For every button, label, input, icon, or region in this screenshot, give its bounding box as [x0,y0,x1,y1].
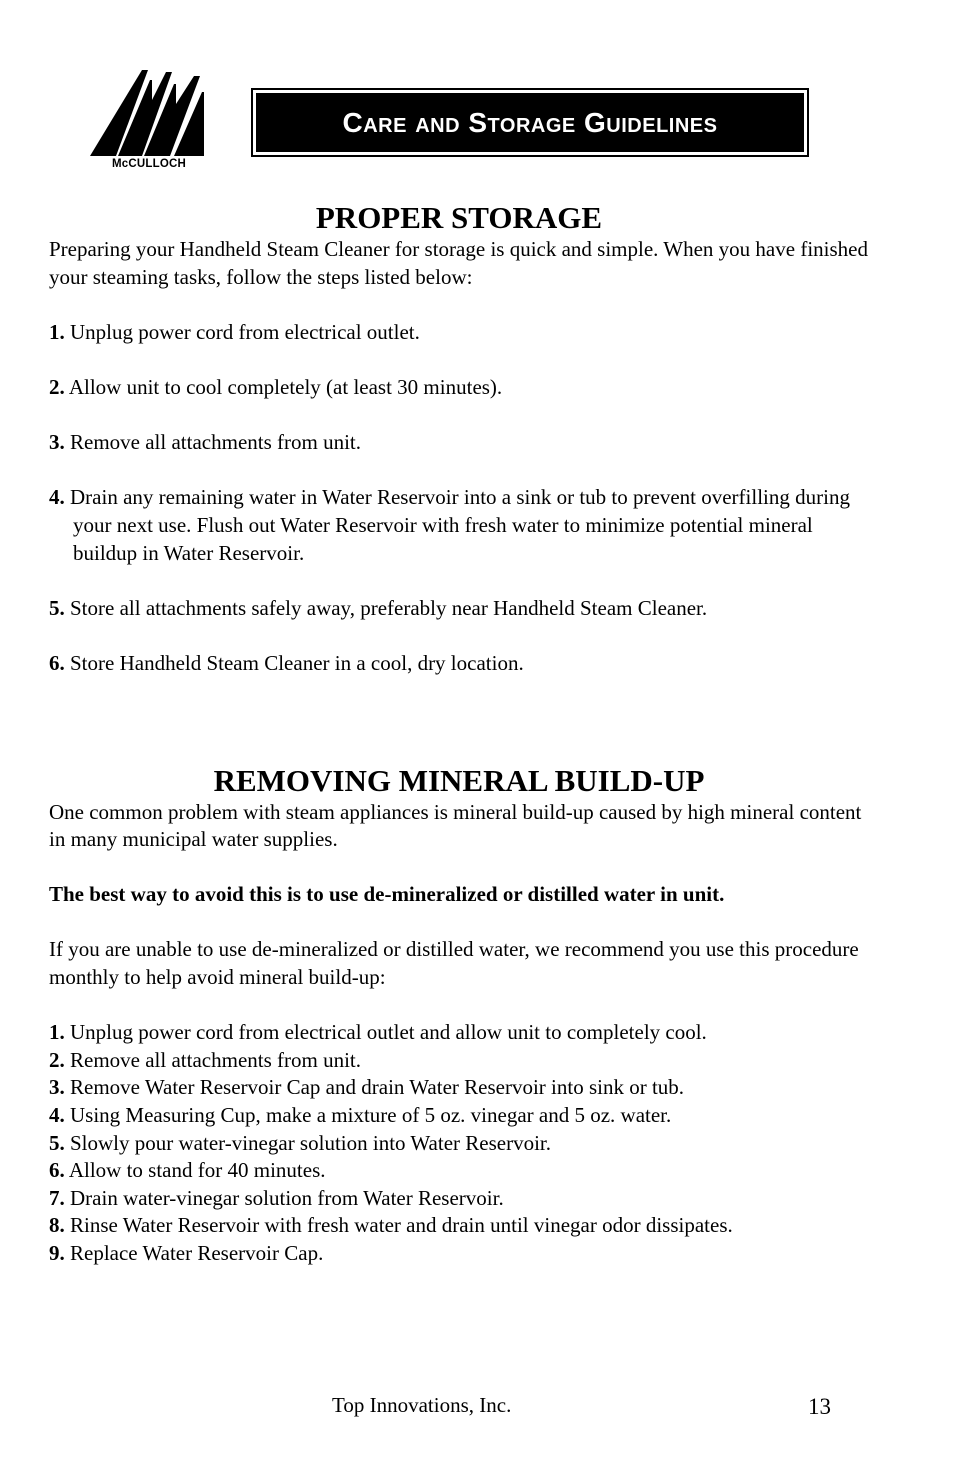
storage-step: 1. Unplug power cord from electrical outlet. [49,319,420,344]
storage-step: 5. Store all attachments safely away, preferably near Handheld Steam Cleaner. [49,595,708,620]
section-header-box [251,88,809,157]
mineral-step: 1. Unplug power cord from electrical outlet and allow unit to completely cool. [49,1020,707,1045]
storage-step: 2. Allow unit to cool completely (at least 30 minutes). [49,374,503,399]
footer-company: Top Innovations, Inc. [332,1393,512,1417]
mineral-step: 6. Allow to stand for 40 minutes. [49,1158,326,1183]
page-number: 13 [808,1394,831,1419]
mineral-step: 7. Drain water-vinegar solution from Water Reservoir. [49,1185,504,1210]
logo-wordmark: McCULLOCH [112,158,186,170]
storage-step: 6. Store Handheld Steam Cleaner in a cool, dry location. [49,650,524,675]
mineral-step: 8. Rinse Water Reservoir with fresh water and drain until vinegar odor dissipates. [49,1213,733,1238]
page-content [49,200,869,1268]
mineral-step: 9. Replace Water Reservoir Cap. [49,1241,324,1265]
mineral-intro: One common problem with steam appliances is mineral build-up caused by high mineral content in many municipal water supplies. [49,799,862,852]
mineral-procedure-intro: If you are unable to use de-mineralized or distilled water, we recommend you use this procedure monthly to help avoid mineral build-up: [49,937,859,990]
mineral-step: 2. Remove all attachments from unit. [49,1047,362,1072]
storage-step: 4. Drain any remaining water in Water Reservoir into a sink or tub to prevent overfilling during your next use. Flush out Water Reservoir with fresh water to minimize potential mineral buildup in Water Reservoir. [49,485,850,565]
mcculloch-logo-icon [90,70,208,158]
proper-storage-heading: PROPER STORAGE [315,200,603,235]
mineral-bold-note: The best way to avoid this is to use de-mineralized or distilled water in unit. [49,882,725,907]
mineral-buildup-heading: REMOVING MINERAL BUILD-UP [213,762,705,798]
mineral-step: 4. Using Measuring Cup, make a mixture of 5 oz. vinegar and 5 oz. water. [49,1103,672,1128]
mcculloch-logo [90,70,208,174]
section-header-inner [256,93,804,152]
mineral-step: 3. Remove Water Reservoir Cap and drain Water Reservoir into sink or tub. [49,1075,685,1100]
mineral-step: 5. Slowly pour water-vinegar solution into Water Reservoir. [49,1130,551,1155]
proper-storage-intro: Preparing your Handheld Steam Cleaner for storage is quick and simple. When you have finished your steaming tasks, follow the steps listed below: [49,237,868,289]
section-header-title: Care and Storage Guidelines [342,106,718,138]
storage-step: 3. Remove all attachments from unit. [49,430,362,455]
